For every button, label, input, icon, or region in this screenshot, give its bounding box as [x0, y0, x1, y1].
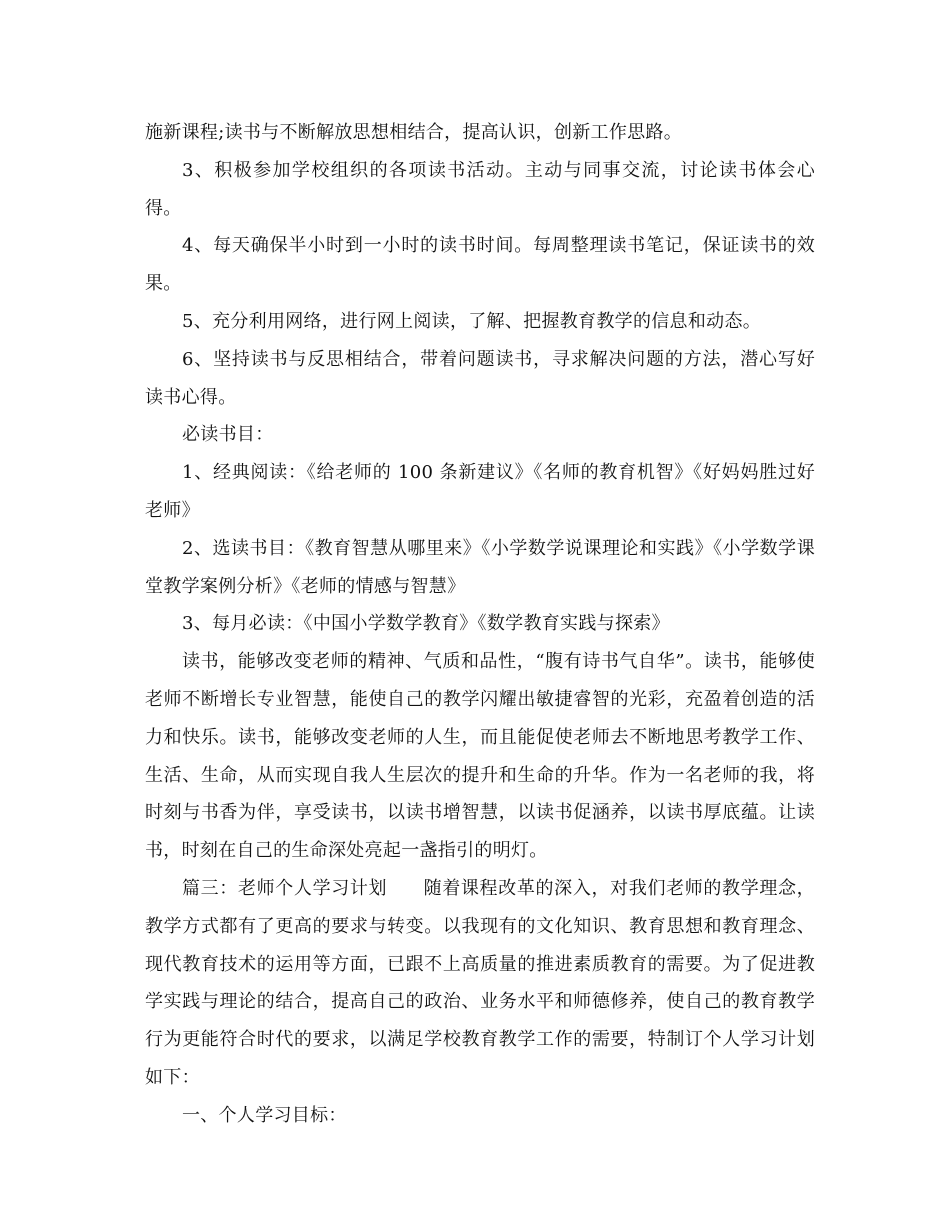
section-heading: 篇三：老师个人学习计划 [182, 877, 388, 899]
list-item-5: 5、充分利用网络，进行网上阅读，了解、把握教育教学的信息和动态。 [182, 310, 762, 332]
learning-goals-heading: 一、个人学习目标： [182, 1104, 347, 1126]
list-item-3: 3、积极参加学校组织的各项读书活动。主动与同事交流，讨论读书体会心得。 [145, 159, 815, 219]
list-item-4: 4、每天确保半小时到一小时的读书时间。每周整理读书笔记，保证读书的效果。 [145, 235, 815, 295]
required-books-heading: 必读书目： [182, 424, 274, 446]
list-item-6: 6、坚持读书与反思相结合，带着问题读书，寻求解决问题的方法，潜心写好读书心得。 [145, 348, 815, 408]
paragraph-curriculum: 施新课程;读书与不断解放思想相结合，提高认识，创新工作思路。 [145, 122, 683, 143]
paragraph-reading-benefits: 读书，能够改变老师的精神、气质和品性，“腹有诗书气自华”。读书，能够使老师不断增长专业智慧，能使自己的教学闪耀出敏捷睿智的光彩，充盈着创造的活力和快乐。读书，能够改变老师的人生，而且能促使老师去不断地思考教学工作、生活、生命，从而实现自我人生层次的提升和生命的升华。作为一名老师的我，将时刻与书香为伴，享受读书，以读书增智慧，以读书促涵养，以读书厚底蕴。让读书，时刻在自己的生命深处亮起一盏指引的明灯。 [145, 651, 815, 862]
section-body: 随着课程改革的深入，对我们老师的教学理念，教学方式都有了更高的要求与转变。以我现有的文化知识、教育思想和教育理念、现代教育技术的运用等方面，已跟不上高质量的推进素质教育的需要。为了促进教学实践与理论的结合，提高自己的政治、业务水平和师德修养，使自己的教育教学行为更能符合时代的要求，以满足学校教育教学工作的需要，特制订个人学习计划如下： [145, 877, 815, 1088]
book-list-elective: 2、选读书目：《教育智慧从哪里来》《小学数学说课理论和实践》《小学数学课堂教学案例分析》《老师的情感与智慧》 [145, 537, 815, 597]
section-three-paragraph [145, 870, 815, 1097]
book-list-classic: 1、经典阅读：《给老师的 100 条新建议》《名师的教育机智》《好妈妈胜过好老师》 [145, 462, 815, 521]
document-body [145, 114, 815, 1135]
book-list-monthly: 3、每月必读：《中国小学数学教育》《数学教育实践与探索》 [182, 613, 670, 635]
